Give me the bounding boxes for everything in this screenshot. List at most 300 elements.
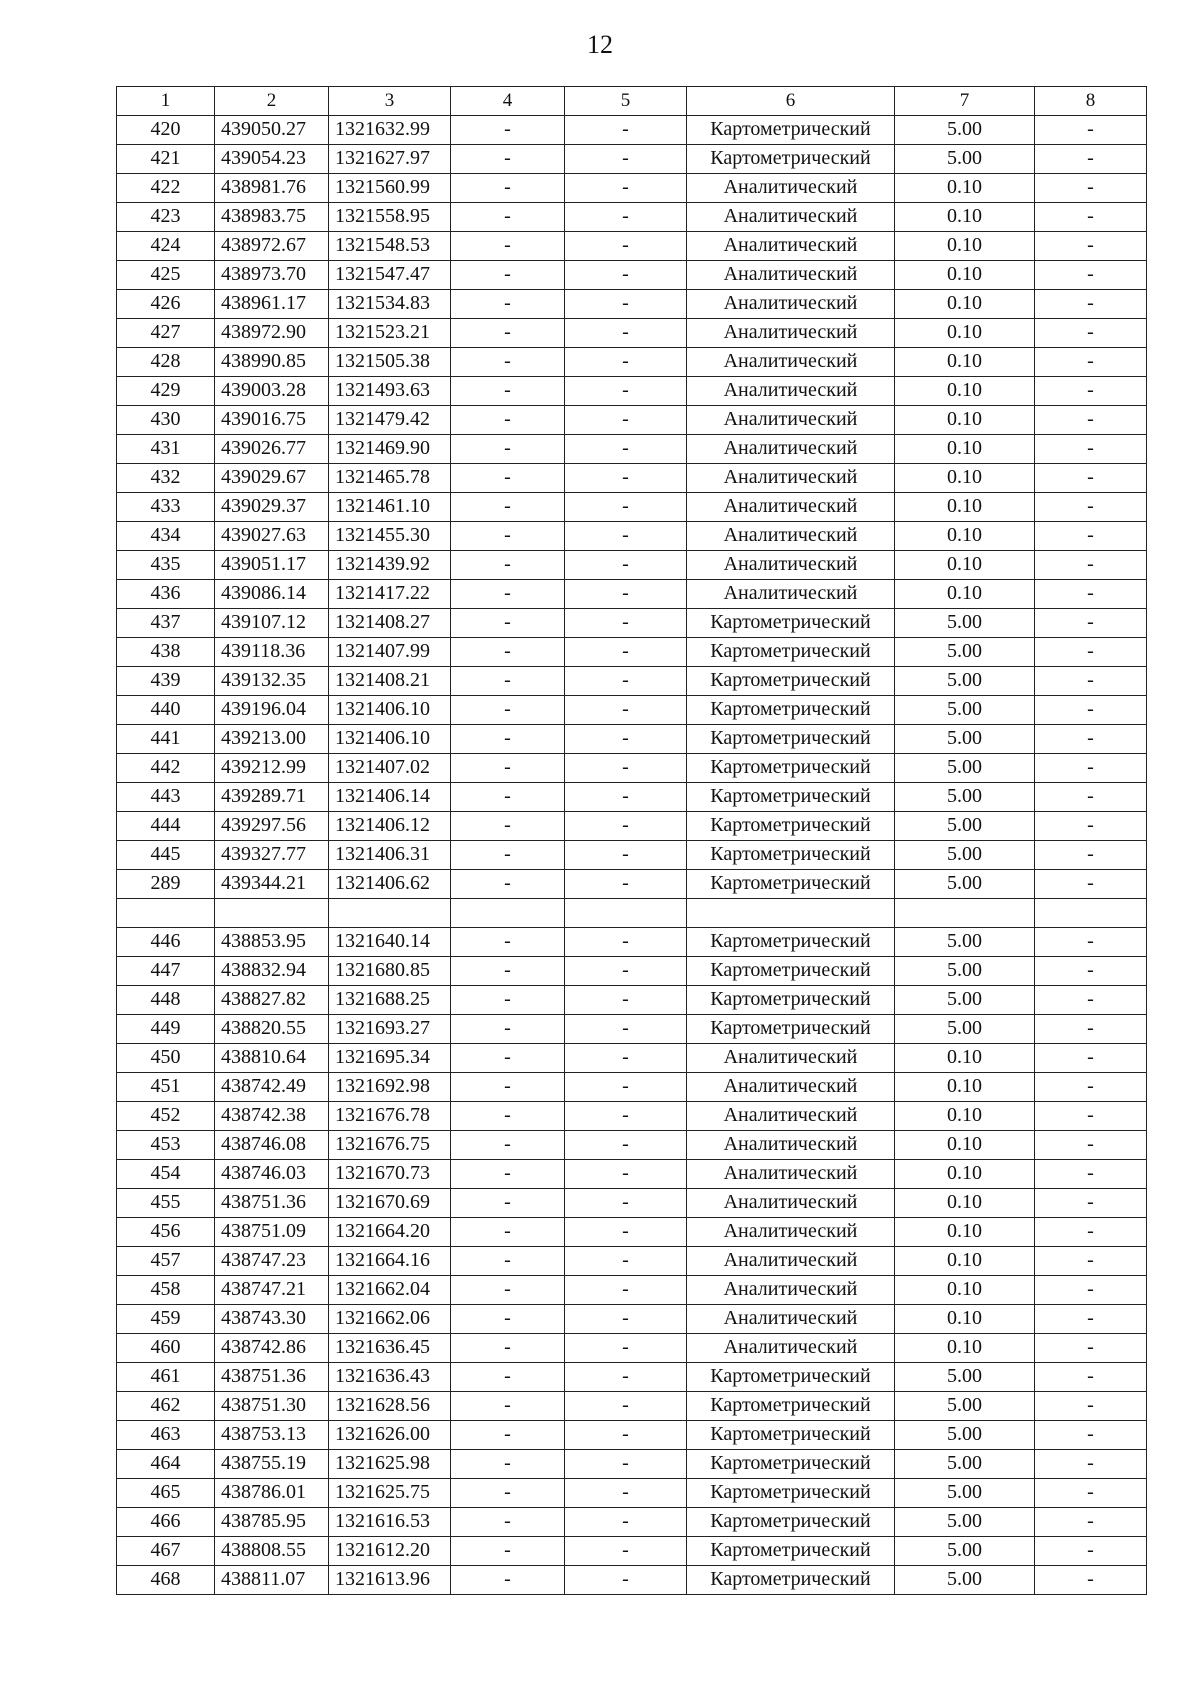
x-coordinate-cell: 439289.71 — [215, 783, 329, 812]
col5-cell: - — [565, 348, 687, 377]
x-coordinate-cell: 439027.63 — [215, 522, 329, 551]
table-row — [117, 754, 1147, 783]
y-coordinate-cell: 1321523.21 — [329, 319, 451, 348]
y-coordinate-cell: 1321628.56 — [329, 1392, 451, 1421]
method-cell — [687, 899, 895, 928]
table-row — [117, 725, 1147, 754]
col4-cell: - — [451, 957, 565, 986]
accuracy-cell: 5.00 — [895, 1450, 1035, 1479]
y-coordinate-cell: 1321636.43 — [329, 1363, 451, 1392]
col5-cell: - — [565, 522, 687, 551]
col5-cell: - — [565, 1160, 687, 1189]
method-cell: Картометрический — [687, 1392, 895, 1421]
col5-cell: - — [565, 290, 687, 319]
y-coordinate-cell: 1321627.97 — [329, 145, 451, 174]
y-coordinate-cell: 1321547.47 — [329, 261, 451, 290]
table-row — [117, 1160, 1147, 1189]
method-cell: Аналитический — [687, 1131, 895, 1160]
accuracy-cell: 0.10 — [895, 348, 1035, 377]
accuracy-cell: 0.10 — [895, 290, 1035, 319]
x-coordinate-cell: 438981.76 — [215, 174, 329, 203]
y-coordinate-cell: 1321670.69 — [329, 1189, 451, 1218]
method-cell: Картометрический — [687, 1363, 895, 1392]
col5-cell: - — [565, 1450, 687, 1479]
y-coordinate-cell: 1321406.10 — [329, 696, 451, 725]
col8-cell: - — [1035, 319, 1147, 348]
accuracy-cell: 5.00 — [895, 1421, 1035, 1450]
point-number-cell: 438 — [117, 638, 215, 667]
col4-cell: - — [451, 1334, 565, 1363]
table-row — [117, 348, 1147, 377]
col5-cell: - — [565, 1276, 687, 1305]
col8-cell: - — [1035, 986, 1147, 1015]
y-coordinate-cell: 1321626.00 — [329, 1421, 451, 1450]
point-number-cell: 453 — [117, 1131, 215, 1160]
accuracy-cell: 0.10 — [895, 464, 1035, 493]
col4-cell: - — [451, 348, 565, 377]
y-coordinate-cell: 1321406.10 — [329, 725, 451, 754]
col8-cell: - — [1035, 522, 1147, 551]
table-row — [117, 1189, 1147, 1218]
method-cell: Картометрический — [687, 754, 895, 783]
col4-cell: - — [451, 696, 565, 725]
point-number-cell: 441 — [117, 725, 215, 754]
table-row — [117, 1508, 1147, 1537]
method-cell: Картометрический — [687, 1566, 895, 1595]
y-coordinate-cell: 1321406.31 — [329, 841, 451, 870]
col5-cell: - — [565, 493, 687, 522]
col8-cell: - — [1035, 1566, 1147, 1595]
col4-cell: - — [451, 1218, 565, 1247]
col4-cell: - — [451, 928, 565, 957]
column-header: 6 — [687, 87, 895, 116]
point-number-cell: 426 — [117, 290, 215, 319]
col4-cell: - — [451, 1421, 565, 1450]
x-coordinate-cell: 439327.77 — [215, 841, 329, 870]
accuracy-cell: 5.00 — [895, 957, 1035, 986]
col8-cell: - — [1035, 1334, 1147, 1363]
col5-cell: - — [565, 435, 687, 464]
table-row — [117, 638, 1147, 667]
col4-cell: - — [451, 667, 565, 696]
col4-cell: - — [451, 1392, 565, 1421]
accuracy-cell: 5.00 — [895, 1392, 1035, 1421]
col4-cell: - — [451, 174, 565, 203]
y-coordinate-cell: 1321693.27 — [329, 1015, 451, 1044]
x-coordinate-cell: 438755.19 — [215, 1450, 329, 1479]
y-coordinate-cell: 1321408.21 — [329, 667, 451, 696]
col5-cell: - — [565, 754, 687, 783]
col5-cell: - — [565, 1421, 687, 1450]
method-cell: Картометрический — [687, 667, 895, 696]
table-row — [117, 841, 1147, 870]
col8-cell: - — [1035, 348, 1147, 377]
point-number-cell: 430 — [117, 406, 215, 435]
table-row — [117, 290, 1147, 319]
col8-cell: - — [1035, 1218, 1147, 1247]
col4-cell: - — [451, 145, 565, 174]
method-cell: Картометрический — [687, 783, 895, 812]
col5-cell: - — [565, 1363, 687, 1392]
method-cell: Картометрический — [687, 696, 895, 725]
point-number-cell: 468 — [117, 1566, 215, 1595]
col8-cell: - — [1035, 1450, 1147, 1479]
y-coordinate-cell: 1321406.14 — [329, 783, 451, 812]
col4-cell: - — [451, 551, 565, 580]
x-coordinate-cell: 439029.67 — [215, 464, 329, 493]
column-header: 5 — [565, 87, 687, 116]
col8-cell: - — [1035, 841, 1147, 870]
point-number-cell: 460 — [117, 1334, 215, 1363]
accuracy-cell: 5.00 — [895, 1508, 1035, 1537]
col5-cell: - — [565, 261, 687, 290]
col8-cell: - — [1035, 1102, 1147, 1131]
col5-cell: - — [565, 551, 687, 580]
col5-cell: - — [565, 1392, 687, 1421]
method-cell: Аналитический — [687, 551, 895, 580]
col8-cell: - — [1035, 290, 1147, 319]
col4-cell: - — [451, 290, 565, 319]
y-coordinate-cell: 1321625.75 — [329, 1479, 451, 1508]
accuracy-cell: 5.00 — [895, 638, 1035, 667]
y-coordinate-cell: 1321534.83 — [329, 290, 451, 319]
col5-cell: - — [565, 1073, 687, 1102]
method-cell: Аналитический — [687, 1073, 895, 1102]
col8-cell: - — [1035, 580, 1147, 609]
col4-cell: - — [451, 1073, 565, 1102]
table-row — [117, 377, 1147, 406]
point-number-cell: 444 — [117, 812, 215, 841]
col5-cell: - — [565, 377, 687, 406]
accuracy-cell: 0.10 — [895, 261, 1035, 290]
x-coordinate-cell: 439132.35 — [215, 667, 329, 696]
col5-cell: - — [565, 986, 687, 1015]
method-cell: Аналитический — [687, 406, 895, 435]
x-coordinate-cell: 438746.03 — [215, 1160, 329, 1189]
col8-cell: - — [1035, 783, 1147, 812]
col5-cell: - — [565, 1247, 687, 1276]
point-number-cell: 448 — [117, 986, 215, 1015]
x-coordinate-cell: 438983.75 — [215, 203, 329, 232]
point-number-cell: 431 — [117, 435, 215, 464]
table-row — [117, 957, 1147, 986]
method-cell: Картометрический — [687, 841, 895, 870]
x-coordinate-cell: 438961.17 — [215, 290, 329, 319]
point-number-cell: 442 — [117, 754, 215, 783]
accuracy-cell: 0.10 — [895, 1160, 1035, 1189]
col4-cell: - — [451, 841, 565, 870]
col5-cell: - — [565, 841, 687, 870]
point-number-cell: 467 — [117, 1537, 215, 1566]
x-coordinate-cell: 438751.30 — [215, 1392, 329, 1421]
x-coordinate-cell: 438747.21 — [215, 1276, 329, 1305]
point-number-cell: 428 — [117, 348, 215, 377]
col8-cell: - — [1035, 145, 1147, 174]
table-row — [117, 1102, 1147, 1131]
col4-cell: - — [451, 986, 565, 1015]
table-row — [117, 696, 1147, 725]
col8-cell: - — [1035, 377, 1147, 406]
col8-cell: - — [1035, 1508, 1147, 1537]
y-coordinate-cell: 1321407.99 — [329, 638, 451, 667]
col8-cell: - — [1035, 812, 1147, 841]
table-row — [117, 1479, 1147, 1508]
accuracy-cell: 0.10 — [895, 435, 1035, 464]
col4-cell: - — [451, 232, 565, 261]
method-cell: Картометрический — [687, 145, 895, 174]
x-coordinate-cell: 439213.00 — [215, 725, 329, 754]
y-coordinate-cell: 1321548.53 — [329, 232, 451, 261]
col5-cell: - — [565, 145, 687, 174]
x-coordinate-cell: 439050.27 — [215, 116, 329, 145]
table-row — [117, 899, 1147, 928]
point-number-cell: 424 — [117, 232, 215, 261]
point-number-cell: 427 — [117, 319, 215, 348]
accuracy-cell: 0.10 — [895, 174, 1035, 203]
coordinates-table — [116, 86, 1147, 1595]
point-number-cell — [117, 899, 215, 928]
col8-cell: - — [1035, 551, 1147, 580]
method-cell: Картометрический — [687, 928, 895, 957]
col8-cell: - — [1035, 116, 1147, 145]
x-coordinate-cell: 439051.17 — [215, 551, 329, 580]
accuracy-cell: 5.00 — [895, 1363, 1035, 1392]
x-coordinate-cell: 439196.04 — [215, 696, 329, 725]
table-row — [117, 1044, 1147, 1073]
accuracy-cell: 5.00 — [895, 667, 1035, 696]
col8-cell: - — [1035, 1160, 1147, 1189]
accuracy-cell: 0.10 — [895, 1189, 1035, 1218]
table-row — [117, 174, 1147, 203]
col4-cell: - — [451, 1102, 565, 1131]
accuracy-cell: 0.10 — [895, 551, 1035, 580]
col4-cell: - — [451, 1276, 565, 1305]
x-coordinate-cell: 438827.82 — [215, 986, 329, 1015]
table-row — [117, 667, 1147, 696]
point-number-cell: 456 — [117, 1218, 215, 1247]
accuracy-cell: 5.00 — [895, 145, 1035, 174]
x-coordinate-cell: 439118.36 — [215, 638, 329, 667]
method-cell: Аналитический — [687, 348, 895, 377]
accuracy-cell: 0.10 — [895, 522, 1035, 551]
col5-cell: - — [565, 609, 687, 638]
y-coordinate-cell: 1321505.38 — [329, 348, 451, 377]
accuracy-cell: 0.10 — [895, 377, 1035, 406]
table-row — [117, 1218, 1147, 1247]
x-coordinate-cell: 438972.90 — [215, 319, 329, 348]
point-number-cell: 457 — [117, 1247, 215, 1276]
y-coordinate-cell: 1321670.73 — [329, 1160, 451, 1189]
col8-cell: - — [1035, 928, 1147, 957]
method-cell: Аналитический — [687, 1102, 895, 1131]
point-number-cell: 421 — [117, 145, 215, 174]
table-row — [117, 609, 1147, 638]
x-coordinate-cell: 438973.70 — [215, 261, 329, 290]
accuracy-cell: 0.10 — [895, 1334, 1035, 1363]
y-coordinate-cell: 1321625.98 — [329, 1450, 451, 1479]
accuracy-cell — [895, 899, 1035, 928]
y-coordinate-cell: 1321560.99 — [329, 174, 451, 203]
y-coordinate-cell: 1321406.12 — [329, 812, 451, 841]
x-coordinate-cell: 438751.09 — [215, 1218, 329, 1247]
col5-cell: - — [565, 638, 687, 667]
point-number-cell: 443 — [117, 783, 215, 812]
accuracy-cell: 5.00 — [895, 783, 1035, 812]
x-coordinate-cell: 438990.85 — [215, 348, 329, 377]
point-number-cell: 437 — [117, 609, 215, 638]
method-cell: Аналитический — [687, 1305, 895, 1334]
col5-cell: - — [565, 870, 687, 899]
col8-cell: - — [1035, 696, 1147, 725]
method-cell: Аналитический — [687, 522, 895, 551]
accuracy-cell: 5.00 — [895, 116, 1035, 145]
point-number-cell: 465 — [117, 1479, 215, 1508]
point-number-cell: 289 — [117, 870, 215, 899]
col5-cell: - — [565, 580, 687, 609]
accuracy-cell: 0.10 — [895, 1102, 1035, 1131]
col5-cell: - — [565, 1102, 687, 1131]
point-number-cell: 455 — [117, 1189, 215, 1218]
col4-cell: - — [451, 609, 565, 638]
method-cell: Аналитический — [687, 580, 895, 609]
table-header-row — [117, 87, 1147, 116]
col5-cell: - — [565, 812, 687, 841]
table-row — [117, 1334, 1147, 1363]
table-row — [117, 464, 1147, 493]
y-coordinate-cell: 1321493.63 — [329, 377, 451, 406]
x-coordinate-cell: 439003.28 — [215, 377, 329, 406]
col4-cell: - — [451, 377, 565, 406]
method-cell: Аналитический — [687, 203, 895, 232]
col4-cell: - — [451, 870, 565, 899]
point-number-cell: 439 — [117, 667, 215, 696]
col8-cell: - — [1035, 667, 1147, 696]
col8-cell: - — [1035, 1044, 1147, 1073]
col8-cell: - — [1035, 609, 1147, 638]
col4-cell: - — [451, 1508, 565, 1537]
y-coordinate-cell: 1321676.78 — [329, 1102, 451, 1131]
y-coordinate-cell: 1321664.20 — [329, 1218, 451, 1247]
table-row — [117, 783, 1147, 812]
col4-cell: - — [451, 1131, 565, 1160]
col4-cell: - — [451, 783, 565, 812]
x-coordinate-cell: 438751.36 — [215, 1363, 329, 1392]
accuracy-cell: 0.10 — [895, 406, 1035, 435]
col5-cell: - — [565, 319, 687, 348]
accuracy-cell: 0.10 — [895, 493, 1035, 522]
col8-cell: - — [1035, 232, 1147, 261]
y-coordinate-cell: 1321407.02 — [329, 754, 451, 783]
accuracy-cell: 0.10 — [895, 319, 1035, 348]
x-coordinate-cell: 439344.21 — [215, 870, 329, 899]
col5-cell: - — [565, 232, 687, 261]
table-row — [117, 319, 1147, 348]
y-coordinate-cell: 1321640.14 — [329, 928, 451, 957]
col5-cell: - — [565, 1131, 687, 1160]
col5-cell: - — [565, 957, 687, 986]
point-number-cell: 433 — [117, 493, 215, 522]
method-cell: Аналитический — [687, 174, 895, 203]
x-coordinate-cell: 438742.49 — [215, 1073, 329, 1102]
y-coordinate-cell: 1321479.42 — [329, 406, 451, 435]
x-coordinate-cell: 438972.67 — [215, 232, 329, 261]
y-coordinate-cell: 1321461.10 — [329, 493, 451, 522]
method-cell: Аналитический — [687, 1189, 895, 1218]
table-row — [117, 1450, 1147, 1479]
table-row — [117, 1276, 1147, 1305]
col5-cell: - — [565, 1508, 687, 1537]
col8-cell: - — [1035, 261, 1147, 290]
method-cell: Аналитический — [687, 290, 895, 319]
method-cell: Аналитический — [687, 377, 895, 406]
table-row — [117, 1015, 1147, 1044]
table-row — [117, 1073, 1147, 1102]
point-number-cell: 422 — [117, 174, 215, 203]
y-coordinate-cell: 1321632.99 — [329, 116, 451, 145]
col8-cell: - — [1035, 174, 1147, 203]
method-cell: Аналитический — [687, 1334, 895, 1363]
col8-cell: - — [1035, 1537, 1147, 1566]
accuracy-cell: 0.10 — [895, 1247, 1035, 1276]
col4-cell: - — [451, 319, 565, 348]
method-cell: Аналитический — [687, 1218, 895, 1247]
col4-cell: - — [451, 261, 565, 290]
col5-cell: - — [565, 667, 687, 696]
point-number-cell: 435 — [117, 551, 215, 580]
method-cell: Картометрический — [687, 812, 895, 841]
col4-cell: - — [451, 1450, 565, 1479]
table-row — [117, 986, 1147, 1015]
column-header: 4 — [451, 87, 565, 116]
point-number-cell: 429 — [117, 377, 215, 406]
accuracy-cell: 5.00 — [895, 1479, 1035, 1508]
x-coordinate-cell: 439026.77 — [215, 435, 329, 464]
col4-cell: - — [451, 1044, 565, 1073]
col8-cell: - — [1035, 1363, 1147, 1392]
col4-cell: - — [451, 754, 565, 783]
col4-cell: - — [451, 1015, 565, 1044]
table-row — [117, 261, 1147, 290]
col5-cell: - — [565, 174, 687, 203]
table-row — [117, 1247, 1147, 1276]
accuracy-cell: 0.10 — [895, 1073, 1035, 1102]
col4-cell: - — [451, 203, 565, 232]
col4-cell: - — [451, 725, 565, 754]
method-cell: Аналитический — [687, 1247, 895, 1276]
accuracy-cell: 5.00 — [895, 1566, 1035, 1595]
x-coordinate-cell: 439086.14 — [215, 580, 329, 609]
x-coordinate-cell: 438853.95 — [215, 928, 329, 957]
x-coordinate-cell: 438811.07 — [215, 1566, 329, 1595]
x-coordinate-cell: 438786.01 — [215, 1479, 329, 1508]
method-cell: Картометрический — [687, 870, 895, 899]
x-coordinate-cell: 438746.08 — [215, 1131, 329, 1160]
x-coordinate-cell: 439212.99 — [215, 754, 329, 783]
col4-cell: - — [451, 1566, 565, 1595]
col8-cell: - — [1035, 1131, 1147, 1160]
method-cell: Картометрический — [687, 116, 895, 145]
point-number-cell: 458 — [117, 1276, 215, 1305]
col4-cell: - — [451, 638, 565, 667]
col5-cell: - — [565, 1537, 687, 1566]
col5-cell: - — [565, 783, 687, 812]
x-coordinate-cell: 438743.30 — [215, 1305, 329, 1334]
method-cell: Картометрический — [687, 957, 895, 986]
table-row — [117, 1566, 1147, 1595]
point-number-cell: 461 — [117, 1363, 215, 1392]
y-coordinate-cell: 1321664.16 — [329, 1247, 451, 1276]
col8-cell: - — [1035, 1073, 1147, 1102]
